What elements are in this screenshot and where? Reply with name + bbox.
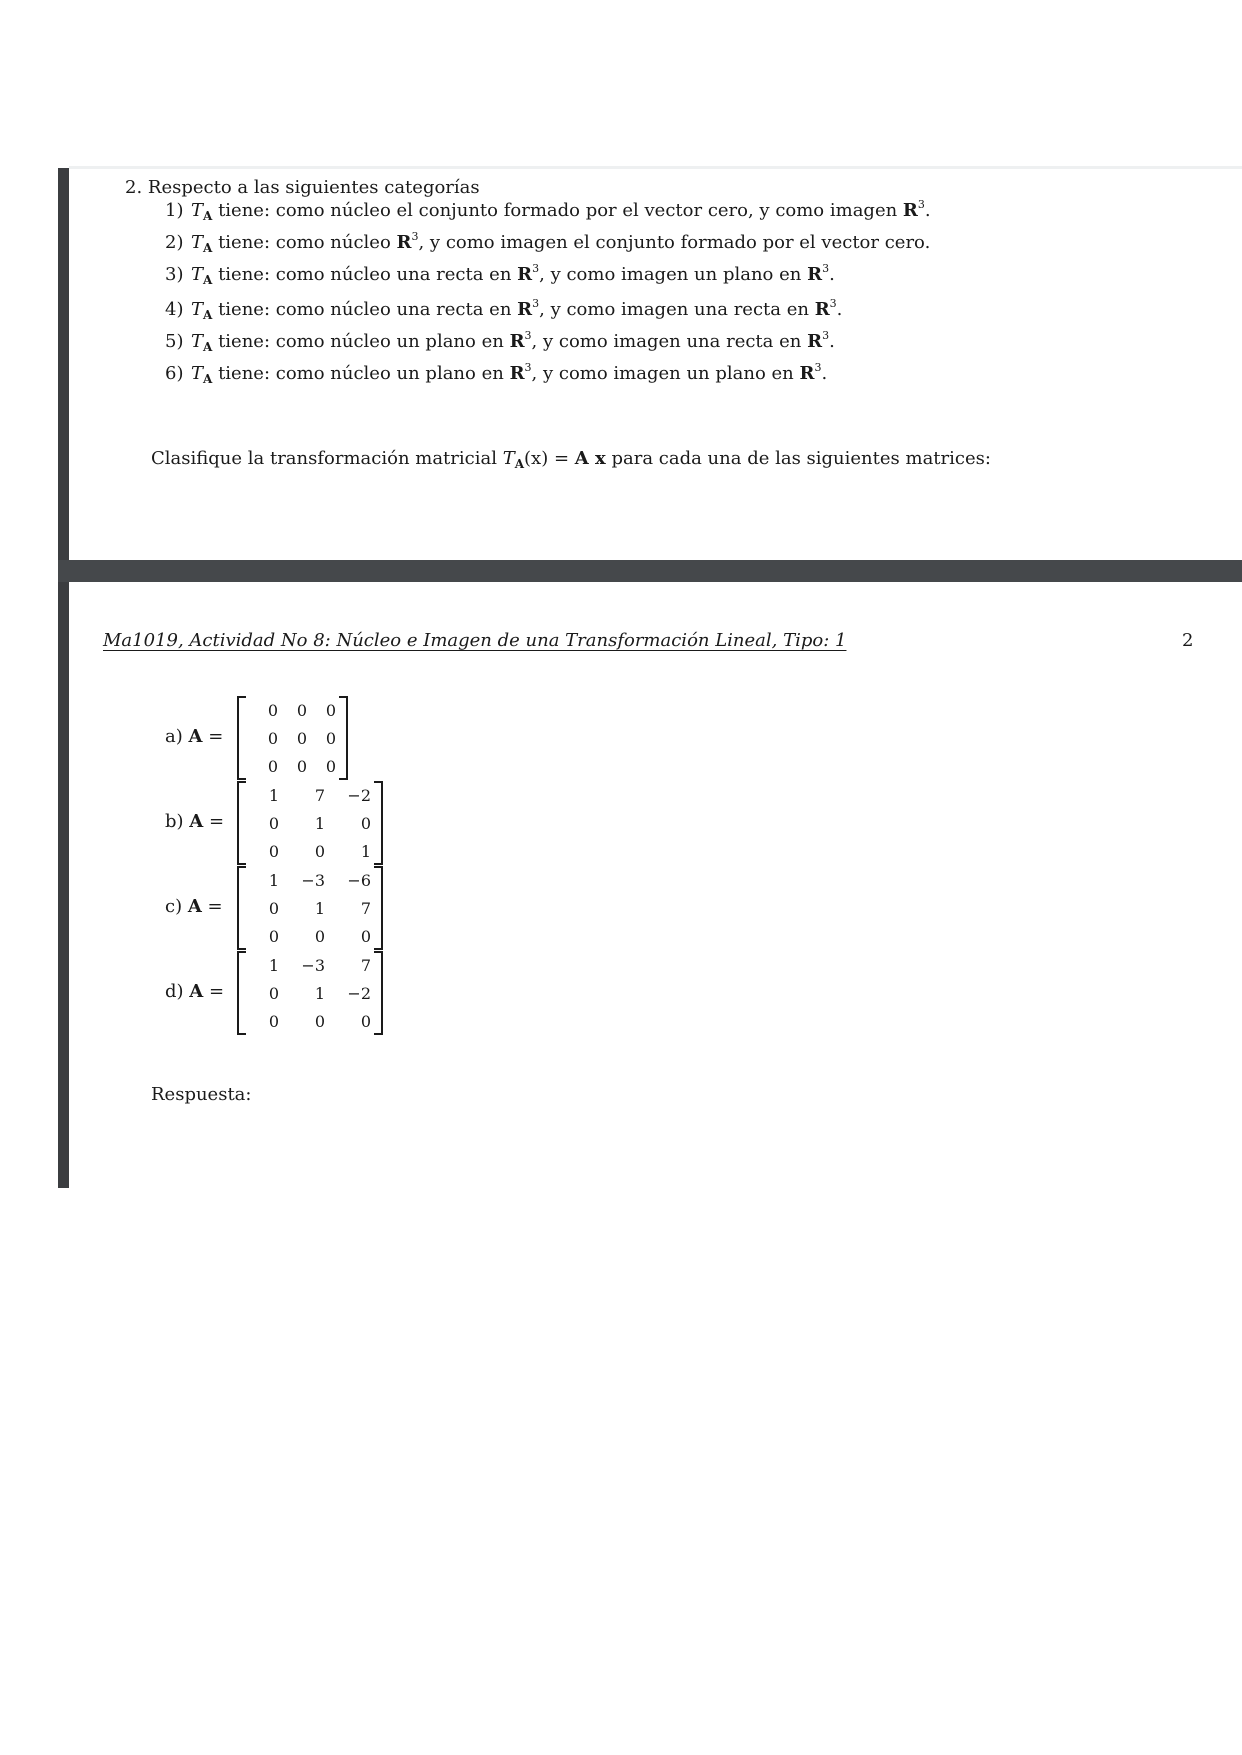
equals-sign: = [203, 981, 225, 1002]
matrix-letter: c) [165, 896, 183, 917]
category-number: 1) [165, 200, 184, 221]
category-text-part2: , y como imagen un plano en [539, 264, 808, 285]
matrix-cell: 0 [360, 813, 371, 833]
page-number: 2 [1182, 630, 1194, 651]
category-item [165, 264, 835, 286]
matrix-cell: 1 [360, 841, 371, 861]
matrix [237, 866, 383, 950]
matrix-label [165, 981, 224, 1002]
category-text-part1: tiene: como núcleo una recta en [218, 299, 518, 320]
exponent-2: 3 [829, 297, 837, 310]
equals-sign: = [201, 896, 223, 917]
question-title: 2. Respecto a las siguientes categorías [125, 177, 480, 198]
matrix-cell: 0 [268, 813, 279, 833]
matrix-cell: 0 [296, 728, 307, 748]
matrix-row [239, 894, 381, 922]
ta-symbol: T [502, 448, 515, 469]
matrix-cell: 0 [314, 926, 325, 946]
matrix-row [239, 951, 381, 979]
ta-subscript: A [203, 241, 213, 255]
matrix-row [239, 809, 381, 837]
ta-subscript: A [203, 209, 213, 223]
matrix-row [239, 1007, 381, 1035]
matrix-cell: 0 [268, 1011, 279, 1031]
ta-subscript: A [203, 308, 213, 322]
matrix-cell: 0 [268, 841, 279, 861]
category-text-part2: , y como imagen una recta en [531, 331, 808, 352]
category-text-part2: , y como imagen el conjunto formado por el vector cero. [418, 232, 931, 253]
ta-symbol: T [191, 331, 204, 352]
document-page-2 [69, 582, 1242, 1188]
matrix-cell: 0 [268, 983, 279, 1003]
matrix-label [165, 896, 223, 917]
category-text-part1: tiene: como núcleo una recta en [218, 264, 518, 285]
ta-symbol: T [191, 264, 204, 285]
matrix-name: A [189, 811, 204, 832]
real-space-symbol-2: R [807, 264, 823, 285]
equation-mid: (x) = [524, 448, 575, 469]
matrix-cell: 0 [296, 700, 307, 720]
exponent: 3 [524, 329, 532, 342]
matrix-cell: 0 [360, 1011, 371, 1031]
instruction-post: para cada una de las siguientes matrices: [605, 448, 991, 469]
category-text-part3: . [836, 299, 843, 320]
category-text-part3: . [829, 264, 835, 285]
category-text-part2: , y como imagen un plano en [531, 363, 800, 384]
exponent: 3 [532, 262, 540, 275]
matrix-cell: −3 [301, 955, 325, 975]
ta-symbol: T [191, 299, 204, 320]
matrix-cell: 0 [296, 756, 307, 776]
matrix-cell: 0 [267, 756, 278, 776]
real-space-symbol: R [509, 363, 525, 384]
document-page-1 [69, 169, 1242, 560]
matrix [237, 951, 383, 1035]
matrix-row [239, 866, 381, 894]
ta-symbol: T [191, 363, 204, 384]
matrix-cell: 0 [360, 926, 371, 946]
exponent: 3 [524, 361, 532, 374]
equation-matrix: A [574, 448, 589, 469]
matrix-row [239, 724, 346, 752]
matrix-cell: 0 [267, 728, 278, 748]
category-text-part2: . [924, 200, 931, 221]
exponent: 3 [411, 230, 419, 243]
real-space-symbol: R [902, 200, 918, 221]
matrix-letter: a) [165, 726, 183, 747]
matrix-cell: 7 [360, 955, 371, 975]
answer-label: Respuesta: [151, 1084, 252, 1105]
matrix-row [239, 979, 381, 1007]
matrix-letter: b) [165, 811, 184, 832]
category-text-part1: tiene: como núcleo un plano en [218, 363, 510, 384]
equation-vector: x [588, 448, 606, 469]
matrix-cell: −2 [347, 785, 371, 805]
matrix-label [165, 811, 224, 832]
matrix [237, 696, 348, 780]
ta-subscript: A [514, 457, 525, 471]
matrix-cell: 1 [268, 785, 279, 805]
page-separator [58, 560, 1242, 582]
matrix-cell: 0 [325, 728, 336, 748]
matrix-cell: −6 [347, 870, 371, 890]
category-number: 6) [165, 363, 184, 384]
matrix-cell: 0 [268, 898, 279, 918]
category-text-part1: tiene: como núcleo un plano en [218, 331, 510, 352]
matrix-cell: 0 [314, 841, 325, 861]
real-space-symbol: R [396, 232, 412, 253]
matrix-cell: 1 [268, 870, 279, 890]
ta-subscript: A [203, 273, 213, 287]
matrix-name: A [188, 726, 203, 747]
category-number: 4) [165, 299, 184, 320]
matrix-cell: 1 [314, 983, 325, 1003]
matrix-cell: 0 [314, 1011, 325, 1031]
matrix-row [239, 696, 346, 724]
category-item [165, 232, 930, 254]
category-number: 3) [165, 264, 184, 285]
matrix-cell: 1 [268, 955, 279, 975]
category-item [165, 299, 842, 321]
matrix-row [239, 781, 381, 809]
matrix-cell: 0 [268, 926, 279, 946]
real-space-symbol-2: R [799, 363, 815, 384]
category-text-part1: tiene: como núcleo [218, 232, 397, 253]
matrix-cell: −2 [347, 983, 371, 1003]
matrix-cell: 1 [314, 898, 325, 918]
exponent-2: 3 [822, 329, 830, 342]
instruction-pre: Clasifique la transformación matricial [151, 448, 503, 469]
ta-subscript: A [203, 340, 213, 354]
category-number: 5) [165, 331, 184, 352]
matrix-cell: 1 [314, 813, 325, 833]
matrix-cell: −3 [301, 870, 325, 890]
ta-symbol: T [191, 200, 204, 221]
matrix [237, 781, 383, 865]
matrix-cell: 7 [314, 785, 325, 805]
matrix-row [239, 752, 346, 780]
category-text-part3: . [821, 363, 828, 384]
real-space-symbol-2: R [814, 299, 830, 320]
category-text-part3: . [829, 331, 835, 352]
real-space-symbol-2: R [807, 331, 823, 352]
real-space-symbol: R [509, 331, 525, 352]
category-text-part2: , y como imagen una recta en [539, 299, 815, 320]
matrix-row [239, 922, 381, 950]
category-number: 2) [165, 232, 184, 253]
category-item [165, 200, 931, 222]
matrix-row [239, 837, 381, 865]
category-item [165, 331, 835, 353]
matrix-label [165, 726, 223, 747]
matrix-cell: 0 [267, 700, 278, 720]
matrix-cell: 0 [325, 756, 336, 776]
page-header: Ma1019, Actividad No 8: Núcleo e Imagen de una Transformación Lineal, Tipo: 1 [103, 630, 847, 651]
exponent: 3 [917, 198, 925, 211]
viewer-left-bar [58, 168, 69, 1188]
matrix-name: A [189, 981, 204, 1002]
matrix-letter: d) [165, 981, 184, 1002]
ta-subscript: A [203, 372, 213, 386]
category-text-part1: tiene: como núcleo el conjunto formado por el vector cero, y como imagen [218, 200, 903, 221]
equals-sign: = [203, 811, 225, 832]
exponent-2: 3 [814, 361, 822, 374]
instruction-text [151, 448, 991, 470]
matrix-cell: 0 [325, 700, 336, 720]
equals-sign: = [202, 726, 224, 747]
exponent-2: 3 [822, 262, 830, 275]
matrix-cell: 7 [360, 898, 371, 918]
real-space-symbol: R [517, 299, 533, 320]
ta-symbol: T [191, 232, 204, 253]
category-item [165, 363, 827, 385]
real-space-symbol: R [517, 264, 533, 285]
matrix-name: A [187, 896, 202, 917]
exponent: 3 [532, 297, 540, 310]
